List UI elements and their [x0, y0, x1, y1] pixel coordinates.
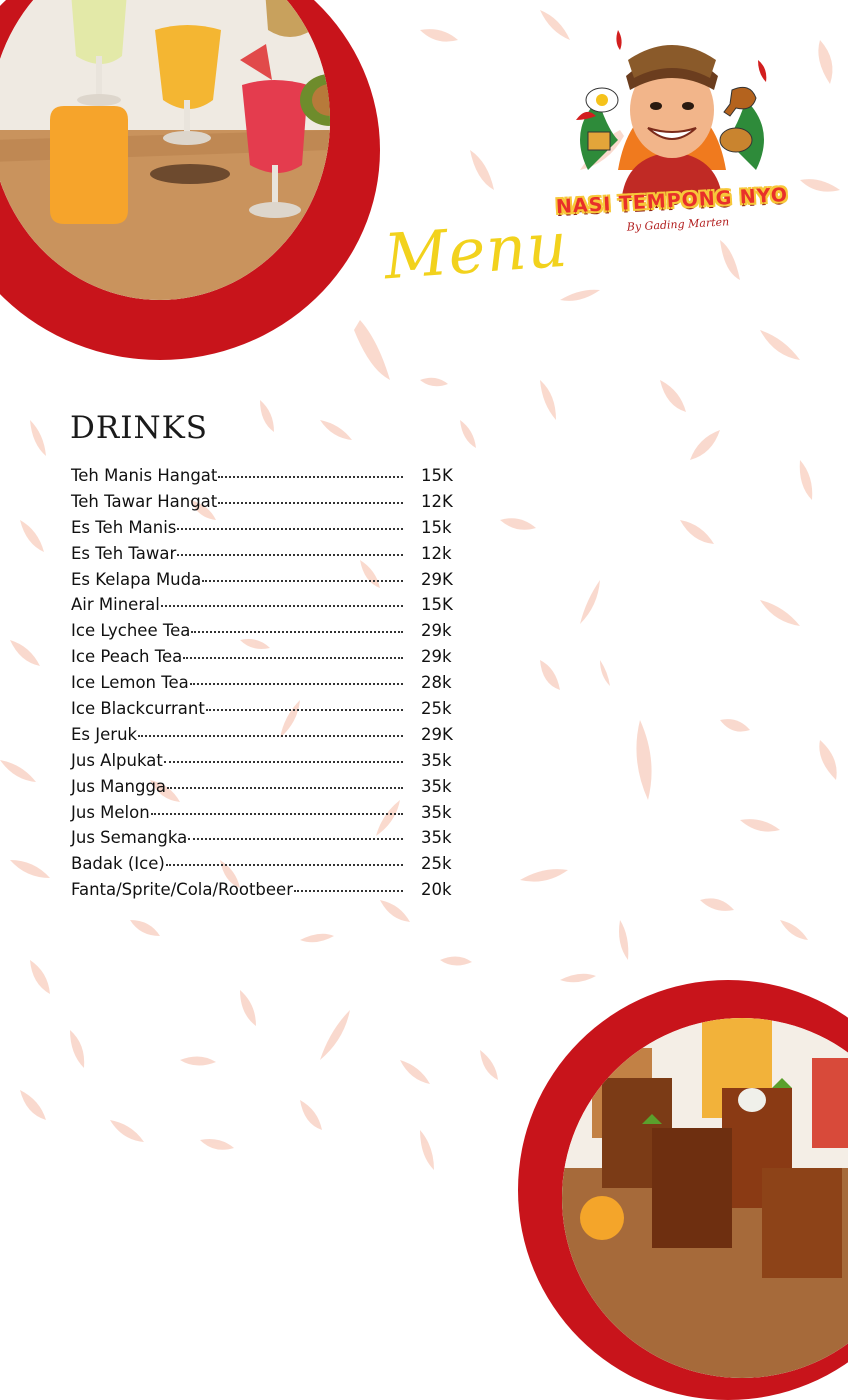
item-price: 25k [421, 854, 452, 874]
juices-photo [0, 0, 330, 300]
item-price: 35k [421, 776, 452, 796]
leader-dots [177, 554, 403, 556]
item-name: Es Teh Manis [71, 517, 177, 537]
leader-dots [206, 709, 403, 711]
leader-dots [190, 683, 403, 685]
item-price: 35k [421, 802, 452, 822]
item-name: Jus Mangga [71, 776, 167, 796]
leader-dots [218, 476, 403, 478]
item-name: Ice Lychee Tea [71, 621, 191, 641]
iced-tea-photo [562, 1018, 848, 1378]
logo-subtitle: By Gading Marten [626, 215, 730, 234]
leader-dots [177, 528, 403, 530]
menu-item [71, 673, 461, 699]
item-name: Es Jeruk [71, 724, 138, 744]
leader-dots [161, 605, 403, 607]
leader-dots [202, 580, 403, 582]
item-name: Teh Tawar Hangat [71, 491, 218, 511]
menu-item [71, 751, 461, 777]
item-name: Ice Blackcurrant [71, 699, 205, 719]
menu-item [71, 647, 461, 673]
item-price: 20k [421, 880, 452, 900]
menu-item [71, 725, 461, 751]
section-title-drinks: DRINKS [70, 410, 208, 446]
leader-dots [151, 813, 403, 815]
drinks-list [71, 466, 461, 906]
leader-dots [138, 735, 403, 737]
leader-dots [166, 864, 403, 866]
leader-dots [218, 502, 403, 504]
item-name: Ice Lemon Tea [71, 673, 189, 693]
item-price: 28k [421, 673, 452, 693]
leader-dots [167, 787, 403, 789]
leader-dots [183, 657, 403, 659]
leader-dots [191, 631, 403, 633]
chef-caricature-icon [548, 20, 796, 210]
item-name: Jus Melon [71, 802, 150, 822]
item-name: Es Kelapa Muda [71, 569, 202, 589]
item-price: 29k [421, 647, 452, 667]
menu-item [71, 492, 461, 518]
logo-title: NASI TEMPONG NYO [555, 183, 789, 219]
item-name: Jus Semangka [71, 828, 188, 848]
item-name: Ice Peach Tea [71, 647, 183, 667]
leader-dots [294, 890, 403, 892]
item-name: Air Mineral [71, 595, 160, 615]
item-name: Jus Alpukat [71, 750, 163, 770]
leader-dots [188, 838, 403, 840]
menu-item [71, 570, 461, 596]
menu-item [71, 854, 461, 880]
item-name: Teh Manis Hangat [71, 466, 218, 485]
menu-item [71, 466, 461, 492]
menu-item [71, 518, 461, 544]
item-price: 15k [421, 517, 452, 537]
menu-item [71, 803, 461, 829]
item-price: 12k [421, 543, 452, 563]
item-price: 35k [421, 750, 452, 770]
item-name: Es Teh Tawar [71, 543, 177, 563]
menu-item [71, 544, 461, 570]
item-price: 29K [421, 569, 453, 589]
item-price: 15K [421, 595, 453, 615]
leader-dots [164, 761, 403, 763]
menu-item [71, 828, 461, 854]
menu-item [71, 777, 461, 803]
menu-item [71, 621, 461, 647]
item-name: Badak (Ice) [71, 854, 165, 874]
item-price: 12K [421, 491, 453, 511]
item-price: 35k [421, 828, 452, 848]
restaurant-logo [548, 20, 796, 250]
menu-item [71, 699, 461, 725]
item-price: 29k [421, 621, 452, 641]
item-price: 25k [421, 699, 452, 719]
item-price: 15K [421, 466, 453, 485]
menu-script-heading: Menu [381, 207, 571, 294]
menu-item [71, 595, 461, 621]
item-price: 29K [421, 724, 453, 744]
item-name: Fanta/Sprite/Cola/Rootbeer [71, 880, 293, 900]
menu-item [71, 880, 461, 906]
